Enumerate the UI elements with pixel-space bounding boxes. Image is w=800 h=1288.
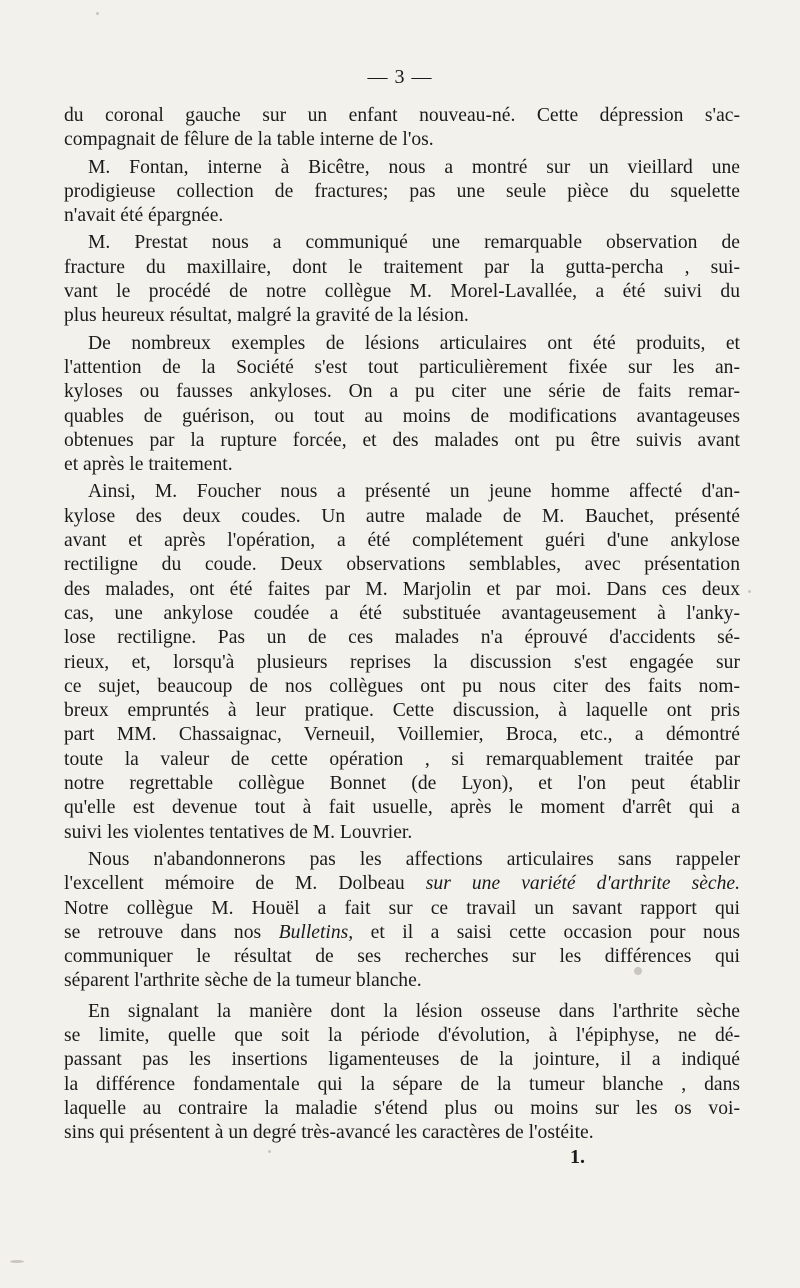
text-line: En signalant la manière dont la lésion osseuse dans l'arthrite sèche [88, 1000, 740, 1022]
paper-speck [634, 967, 642, 975]
text-line: De nombreux exemples de lésions articulaires ont été produits, et [88, 332, 740, 354]
text-line: sins qui présentent à un degré très-avancé les caractères de l'ostéite. [64, 1122, 594, 1144]
text-line: Nous n'abandonnerons pas les affections articulaires sans rappeler [88, 848, 740, 870]
text-line: avant et après l'opération, a été complétement guéri d'une ankylose [64, 530, 740, 552]
paragraph [64, 231, 740, 328]
text-line: du coronal gauche sur un enfant nouveau-né. Cette dépression s'ac- [64, 105, 740, 126]
paragraph [64, 332, 740, 478]
text-line: kyloses ou fausses ankyloses. On a pu citer une série de faits remar- [64, 381, 740, 403]
text-line: prodigieuse collection de fractures; pas une seule pièce du squelette [64, 180, 740, 202]
text-line: kylose des deux coudes. Un autre malade de M. Bauchet, présenté [64, 505, 740, 527]
text-line: l'attention de la Société s'est tout particulièrement fixée sur les an- [64, 356, 740, 378]
text-line: passant pas les insertions ligamenteuses de la jointure, il a indiqué [64, 1049, 740, 1071]
text-line: vant le procédé de notre collègue M. Morel-Lavallée, a été suivi du [64, 281, 740, 303]
text-line: toute la valeur de cette opération , si remarquablement traitée par [64, 748, 740, 770]
body-text [64, 104, 740, 1145]
text-line: compagnait de fêlure de la table interne de l'os. [64, 129, 434, 151]
text-line: la différence fondamentale qui la sépare de la tumeur blanche , dans [64, 1073, 740, 1095]
text-line: Notre collègue M. Houël a fait sur ce travail un savant rapport qui [64, 897, 740, 919]
text-line: quables de guérison, ou tout au moins de modifications avantageuses [64, 405, 740, 427]
text-line: breux empruntés à leur pratique. Cette discussion, à laquelle ont pris [64, 700, 740, 722]
signature-mark: 1. [570, 1146, 585, 1168]
paper-speck [748, 590, 751, 593]
paragraph [64, 1000, 740, 1146]
text-line: suivi les violentes tentatives de M. Louvrier. [64, 821, 413, 843]
paragraph [64, 156, 740, 229]
paper-speck [10, 1260, 24, 1263]
text-line: M. Fontan, interne à Bicêtre, nous a montré sur un vieillard une [88, 156, 740, 178]
text-line: plus heureux résultat, malgré la gravité de la lésion. [64, 305, 469, 327]
italic-title: sur une variété d'arthrite sèche. [425, 873, 740, 895]
paragraph [64, 480, 740, 844]
text-line: communiquer le résultat de ses recherches sur les différences qui [64, 946, 740, 968]
italic-bulletins: Bulletins, [278, 921, 354, 943]
text-line: obtenues par la rupture forcée, et des malades ont pu être suivis avant [64, 429, 740, 451]
text-line: fracture du maxillaire, dont le traitement par la gutta-percha , sui- [64, 256, 740, 278]
text-line: l'excellent mémoire de M. Dolbeau sur une variété d'arthrite sèche. [64, 873, 740, 895]
text-line: et après le traitement. [64, 454, 233, 476]
text-line: rectiligne du coude. Deux observations semblables, avec présentation [64, 554, 740, 576]
text-line: notre regrettable collègue Bonnet (de Lyon), et l'on peut établir [64, 773, 740, 795]
text-line: séparent l'arthrite sèche de la tumeur blanche. [64, 970, 422, 992]
page-number: — 3 — [367, 66, 433, 88]
text-line: M. Prestat nous a communiqué une remarquable observation de [88, 232, 740, 254]
text-line: lose rectiligne. Pas un de ces malades n'a éprouvé d'accidents sé- [64, 627, 740, 649]
text-line: Ainsi, M. Foucher nous a présenté un jeune homme affecté d'an- [88, 481, 740, 503]
text-line: cas, une ankylose coudée a été substituée avantageusement à l'anky- [64, 602, 740, 624]
text-line: se limite, quelle que soit la période d'évolution, à l'épiphyse, ne dé- [64, 1024, 740, 1046]
text-line: des malades, ont été faites par M. Marjolin et par moi. Dans ces deux [64, 578, 740, 600]
text-line: qu'elle est devenue tout à fait usuelle, après le moment d'arrêt qui a [64, 797, 740, 819]
text-line: se retrouve dans nos Bulletins, et il a saisi cette occasion pour nous [64, 921, 740, 943]
paragraph [64, 104, 740, 153]
text-line: part MM. Chassaignac, Verneuil, Voillemier, Broca, etc., a démontré [64, 724, 740, 746]
text-line: rieux, et, lorsqu'à plusieurs reprises la discussion s'est engagée sur [64, 651, 740, 673]
paper-speck [268, 1150, 271, 1153]
text-line: laquelle au contraire la maladie s'étend plus ou moins sur les os voi- [64, 1097, 740, 1119]
text-line: ce sujet, beaucoup de nos collègues ont pu nous citer des faits nom- [64, 675, 740, 697]
text-line: n'avait été épargnée. [64, 205, 224, 227]
paper-speck [96, 12, 99, 15]
